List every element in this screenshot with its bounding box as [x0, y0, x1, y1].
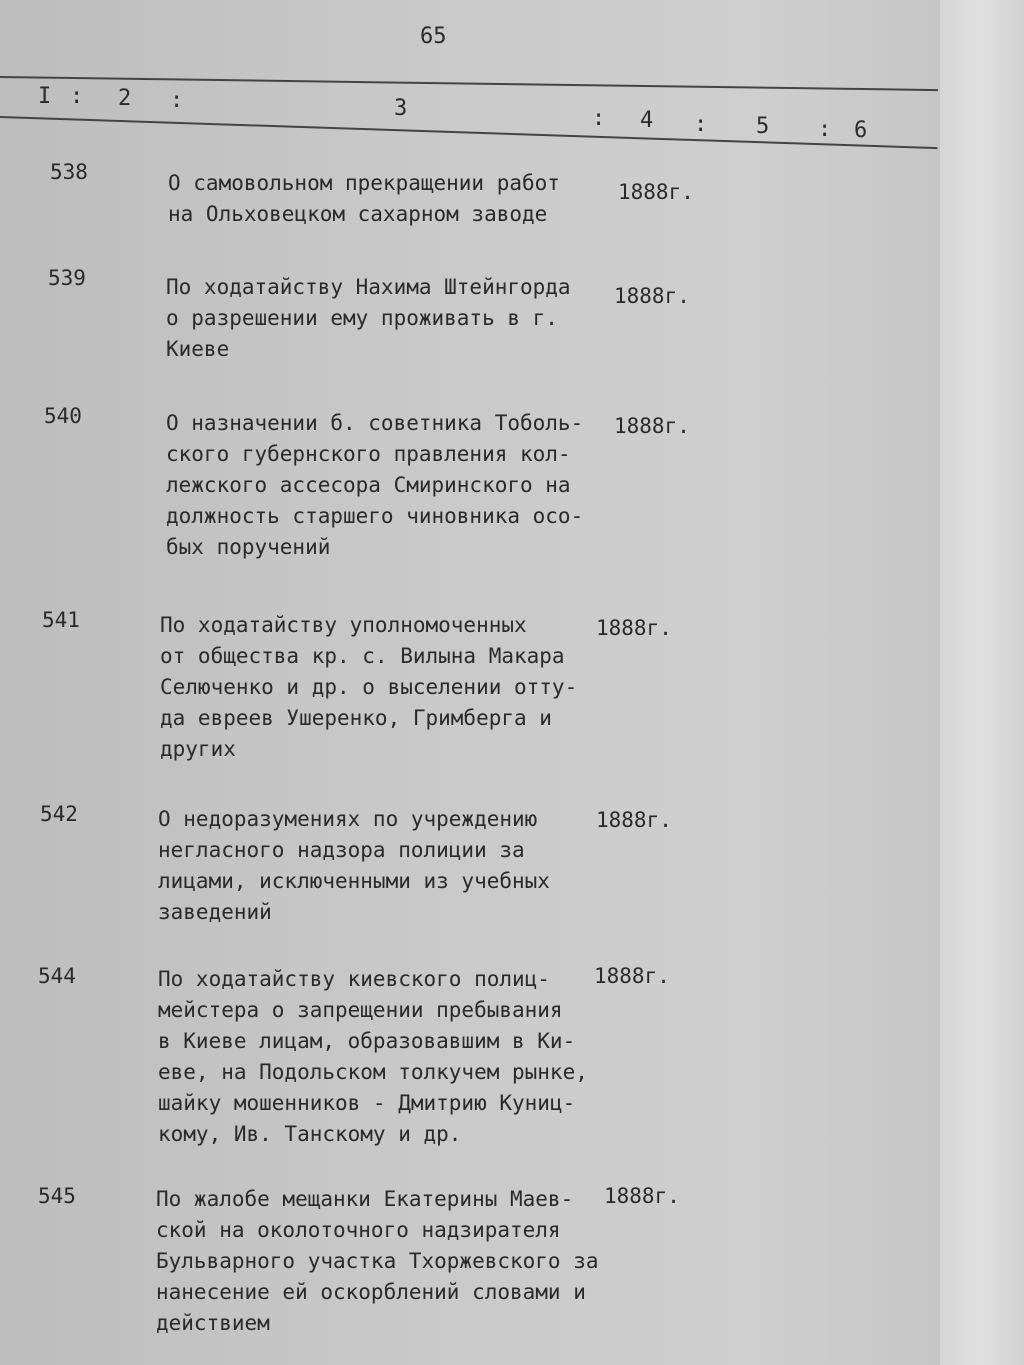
row-number: 540: [44, 404, 82, 428]
row-year: 1888г.: [604, 1184, 680, 1208]
column-separator: :: [694, 112, 708, 137]
row-title: О самовольном прекращении работ на Ольховецком сахарном заводе: [168, 171, 560, 226]
column-header-3: 3: [394, 96, 408, 121]
column-header-4: 4: [640, 108, 654, 133]
row-year: 1888г.: [594, 964, 670, 988]
column-header-1: I: [38, 84, 52, 109]
row-year: 1888г.: [596, 616, 672, 640]
row-number: 539: [48, 266, 86, 290]
column-header-6: 6: [854, 118, 868, 143]
page-number: 65: [420, 24, 447, 49]
row-year: 1888г.: [614, 284, 690, 308]
column-separator: :: [170, 88, 184, 113]
column-separator: :: [592, 106, 606, 131]
row-title: По ходатайству киевского полиц- мейстера о запрещении пребывания в Киеве лицам, образовавшим в Ки- еве, на Подольском толкучем рынке, шайку мошенников - Дмитрию Куниц- кому, Ив. Танскому и др.: [158, 967, 588, 1146]
column-header-5: 5: [756, 114, 770, 139]
header-rule-bottom: [0, 116, 938, 149]
paper-edge: [940, 0, 1024, 1365]
row-title: По жалобе мещанки Екатерины Маев- ской на околоточного надзирателя Бульварного участка Тхоржевского за нанесение ей оскорблений словами и действием: [156, 1187, 599, 1335]
column-separator: :: [70, 84, 84, 109]
row-number: 541: [42, 608, 80, 632]
row-number: 545: [38, 1184, 76, 1208]
row-title: По ходатайству Нахима Штейнгорда о разрешении ему проживать в г. Киеве: [166, 275, 571, 361]
row-title: О недоразумениях по учреждению негласного надзора полиции за лицами, исключенными из учебных заведений: [158, 807, 550, 924]
row-title: О назначении б. советника Тоболь- ского губернского правления кол- лежского ассесора Смиринского на должность старшего чиновника осо- бых поручений: [166, 411, 584, 559]
row-number: 538: [50, 160, 88, 184]
row-year: 1888г.: [596, 808, 672, 832]
row-number: 544: [38, 964, 76, 988]
row-year: 1888г.: [614, 414, 690, 438]
header-rule-top: [0, 76, 938, 91]
row-year: 1888г.: [618, 180, 694, 204]
row-title: По ходатайству уполномоченных от общества кр. с. Вилына Макара Селюченко и др. о выселении отту- да евреев Ушеренко, Гримберга и других: [160, 613, 578, 761]
row-number: 542: [40, 802, 78, 826]
column-header-2: 2: [118, 86, 132, 111]
column-separator: :: [818, 117, 832, 142]
